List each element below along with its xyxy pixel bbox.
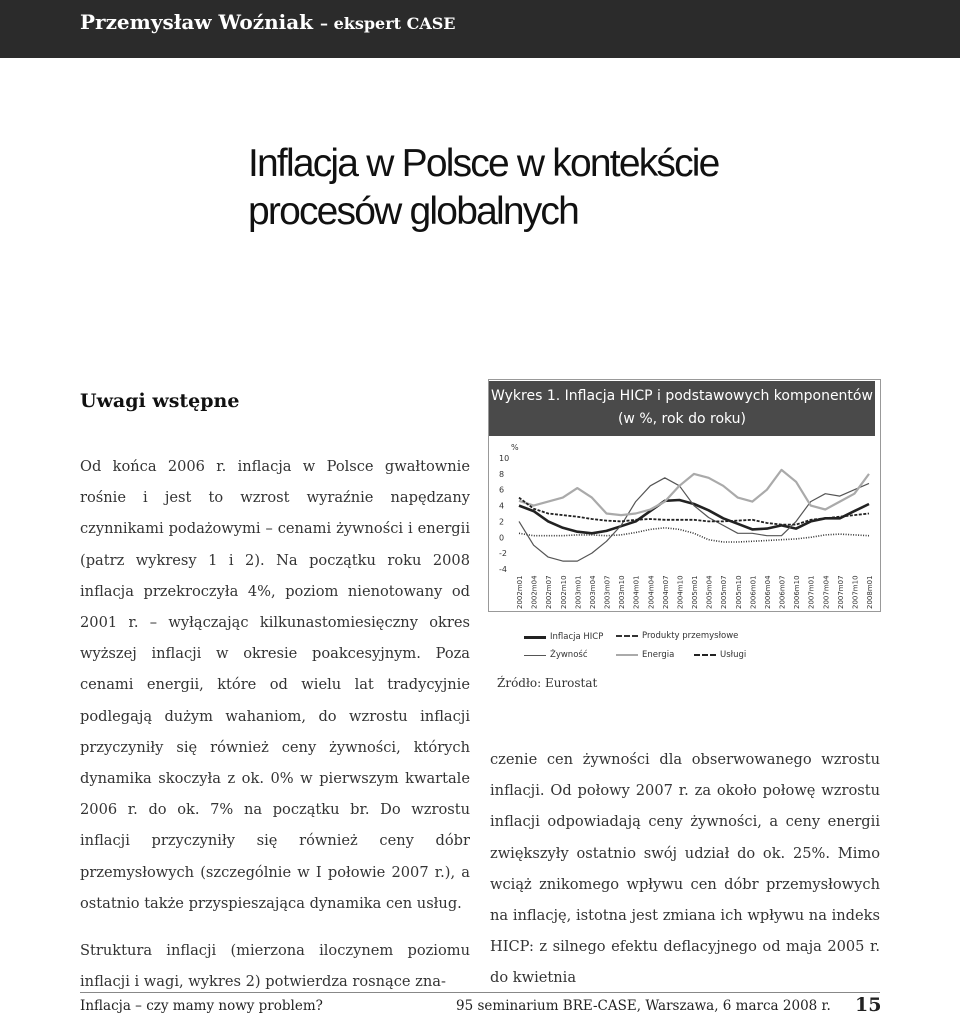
footer-divider (80, 992, 880, 993)
x-tick-label: 2006m07 (778, 575, 787, 609)
legend-swatch (616, 654, 638, 656)
y-tick-label: 6 (499, 485, 505, 495)
x-tick-label: 2003m10 (618, 575, 627, 609)
x-tick-label: 2006m01 (749, 575, 758, 609)
y-tick-label: 0 (499, 533, 505, 543)
x-tick-label: 2002m01 (516, 575, 524, 609)
section-heading: Uwagi wstępne (80, 390, 240, 412)
x-tick-label: 2003m04 (588, 575, 597, 609)
legend-label: Usługi (720, 650, 747, 660)
page-number: 15 (855, 994, 882, 1016)
chart-title (489, 385, 875, 431)
body-left-column (80, 451, 470, 997)
x-tick-label: 2005m07 (720, 575, 729, 609)
legend-swatch (524, 636, 546, 639)
body-paragraph-3: czenie cen żywności dla obserwowanego wzrostu inflacji. Od połowy 2007 r. za około połowę wzrostu inflacji odpowiadają ceny żywności, a ceny energii zwiększyły ostatnio swój udział do ok. 25%. Mimo wciąż znikomego wpływu cen dóbr przemysłowych na inflację, istotna jest zmiana ich wpływu na indeks HICP: z silnego efektu deflacyjnego od maja 2005 r. do kwietnia (490, 751, 880, 987)
series-line (519, 470, 869, 515)
legend-item (694, 650, 746, 660)
body-paragraph-1: Od końca 2006 r. inflacja w Polsce gwałtownie rośnie i jest to wzrost wyraźnie napędzany czynnikami podażowymi – cenami żywności i energii (patrz wykresy 1 i 2). Na początku roku 2008 inflacja przekroczyła 4%, poziom nienotowany od 2001 r. – wyłączając kilkunastomiesięczny okres wyższej inflacji w okresie poakcesyjnym. Poza cenami energii, które od wielu lat tradycyjnie podlegają dużym wahaniom, do wzrostu inflacji przyczyniły się również ceny żywności, których dynamika skoczyła z ok. 0% w pierwszym kwartale 2006 r. do ok. 7% na początku br. Do wzrostu inflacji przyczyniły się również ceny dóbr przemysłowych (szczególnie w I połowie 2007 r.), a ostatnio także przyspieszająca dynamika cen usług. (80, 458, 470, 912)
legend-item (616, 650, 674, 660)
x-tick-label: 2004m10 (676, 575, 685, 609)
x-tick-label: 2004m04 (647, 575, 656, 609)
inflation-line-chart (489, 436, 881, 612)
title-line-1: Inflacja w Polsce w kontekście (248, 142, 719, 185)
x-tick-label: 2002m10 (559, 575, 568, 609)
x-tick-label: 2007m07 (836, 575, 845, 609)
x-tick-label: 2008m01 (866, 575, 874, 609)
x-tick-label: 2002m07 (545, 575, 554, 609)
legend-label: Produkty przemysłowe (642, 631, 739, 641)
x-tick-label: 2005m01 (691, 575, 699, 609)
legend-item (524, 632, 603, 642)
x-tick-label: 2007m04 (822, 575, 831, 609)
footer-event: 95 seminarium BRE-CASE, Warszawa, 6 marca 2008 r. (456, 998, 831, 1014)
chart-title-line-1: Wykres 1. Inflacja HICP i podstawowych komponentów (491, 388, 873, 404)
body-paragraph-2: Struktura inflacji (mierzona iloczynem poziomu inflacji i wagi, wykres 2) potwierdza rosnące zna- (80, 942, 470, 991)
legend-label: Energia (642, 650, 675, 660)
legend-swatch (524, 655, 546, 656)
author-role: – ekspert CASE (320, 14, 456, 33)
x-tick-label: 2004m01 (632, 575, 641, 609)
x-tick-label: 2003m07 (603, 575, 612, 609)
legend-label: Żywność (550, 650, 588, 660)
chart-title-line-2: (w %, rok do roku) (617, 411, 747, 427)
body-right-column (490, 744, 880, 994)
x-tick-label: 2005m10 (734, 575, 743, 609)
x-tick-label: 2007m01 (807, 575, 816, 609)
y-axis-unit: % (511, 443, 519, 452)
title-line-2: procesów globalnych (248, 190, 579, 233)
y-tick-label: -2 (499, 549, 507, 559)
x-tick-label: 2004m07 (661, 575, 670, 609)
page-title (248, 140, 719, 236)
x-tick-label: 2003m01 (574, 575, 583, 609)
x-tick-label: 2002m04 (530, 575, 539, 609)
header-author (80, 10, 456, 34)
chart-source: Źródło: Eurostat (497, 676, 598, 690)
x-tick-label: 2006m04 (763, 575, 772, 609)
author-name: Przemysław Woźniak (80, 10, 314, 34)
x-tick-label: 2005m04 (705, 575, 714, 609)
y-tick-label: 10 (499, 454, 510, 463)
footer-title: Inflacja – czy mamy nowy problem? (80, 998, 323, 1014)
y-tick-label: -4 (499, 565, 507, 574)
y-tick-label: 2 (499, 517, 505, 527)
x-tick-label: 2007m10 (851, 575, 860, 609)
y-tick-label: 4 (499, 501, 505, 511)
legend-item (524, 650, 588, 660)
legend-item (616, 631, 738, 641)
legend-swatch (616, 635, 638, 637)
y-tick-label: 8 (499, 469, 505, 479)
chart-legend (490, 626, 880, 676)
legend-label: Inflacja HICP (550, 632, 604, 642)
legend-swatch (694, 654, 716, 656)
x-tick-label: 2006m10 (793, 575, 802, 609)
